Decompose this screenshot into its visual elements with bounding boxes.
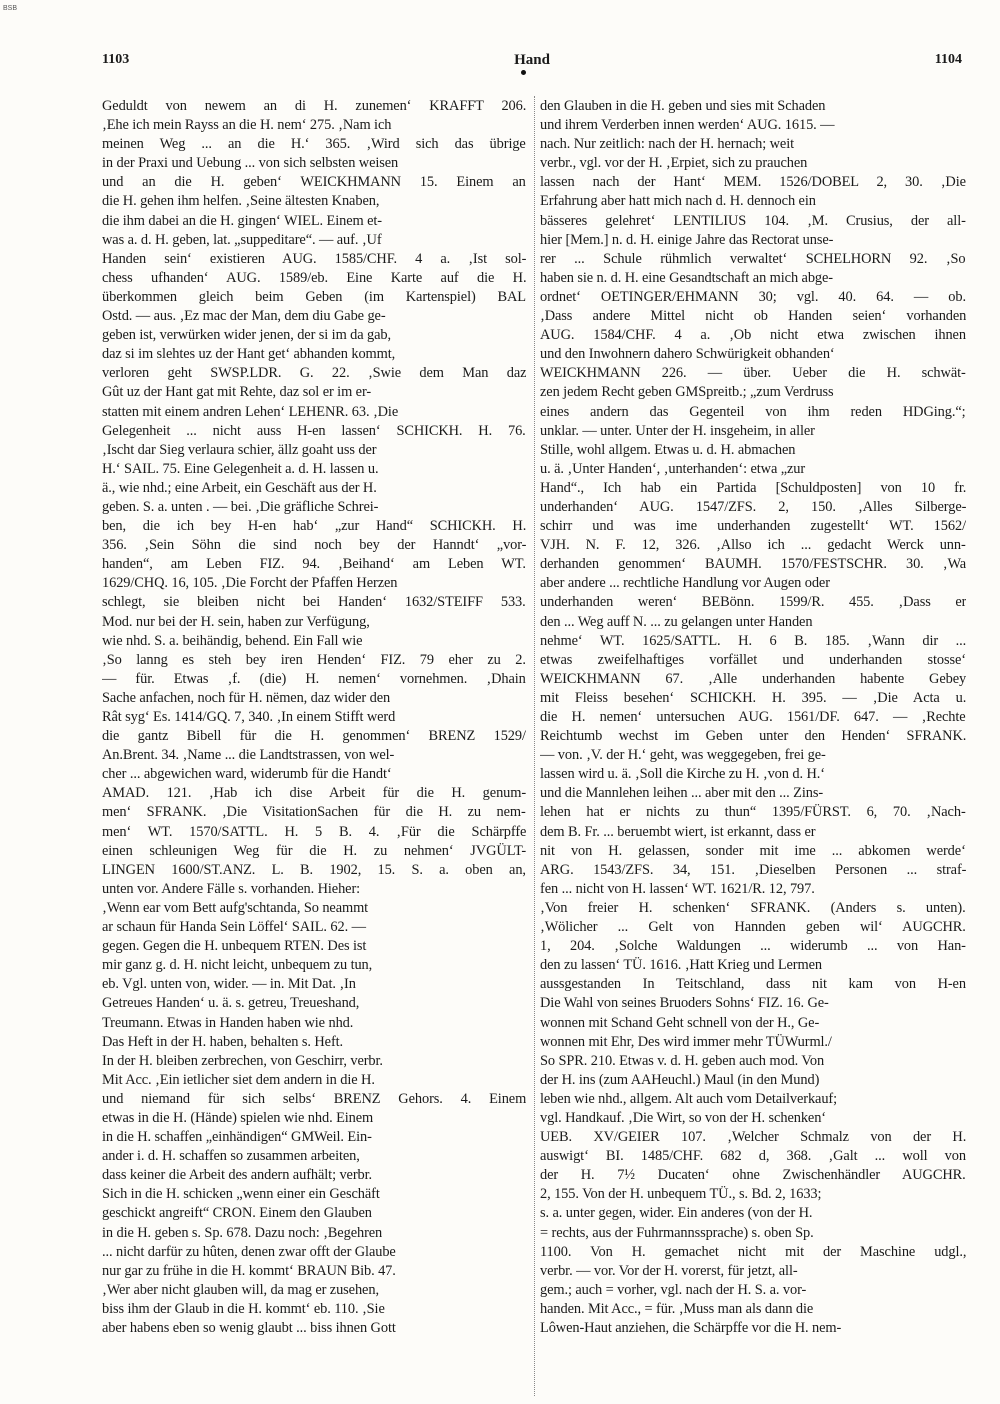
text-line: ar schaun für Handa Sein Löffel‘ SAIL. 62. — bbox=[102, 919, 366, 936]
text-line: und die Mannlehen leihen ... aber mit den ... Zins- bbox=[540, 785, 824, 802]
text-line: — für. Etwas ‚f. (die) H. nemen‘ vornehmen. ‚Dhain bbox=[102, 670, 526, 687]
text-line: dass keiner die Arbeit des andern aufhält; verbr. bbox=[102, 1167, 373, 1184]
text-line: schirr und was ime underhanden zugestellt‘ WT. 1562/ bbox=[540, 518, 966, 535]
column-divider bbox=[534, 96, 535, 1396]
text-line: An.Brent. 34. ‚Name ... die Landtstrassen, von wel- bbox=[102, 747, 395, 764]
text-line: Gût uz der Hant gat mit Rehte, daz sol er im er- bbox=[102, 384, 372, 401]
text-line: der H. ins (zum AAHeuchl.) Maul (in den Mund) bbox=[540, 1071, 820, 1088]
text-line: nur gar zu frühe in die H. kommt‘ BRAUN Bib. 47. bbox=[102, 1262, 396, 1279]
text-line: wie nhd. S. a. beihändig, behend. Ein Fall wie bbox=[102, 632, 363, 649]
text-line: Rât syg‘ Es. 1414/GQ. 7, 340. ‚In einem Stifft werd bbox=[102, 709, 396, 725]
text-line: ARG. 1543/ZFS. 34, 151. ‚Dieselben Personen ... straf- bbox=[540, 861, 966, 878]
text-line: hier [Mem.] n. d. H. einige Jahre das Rectorat unse- bbox=[540, 231, 834, 248]
text-line: der H. 7½ Ducaten‘ ohne Zwischenhändler AUGCHR. bbox=[540, 1167, 966, 1184]
text-line: geben ist, verwürken wider jenen, der si im da gab, bbox=[102, 327, 392, 344]
text-line: 1629/CHQ. 16, 105. ‚Die Forcht der Pfaffen Herzen bbox=[102, 575, 398, 592]
text-line: die ihm dabei an die H. gingen‘ WIEL. Einem et- bbox=[102, 212, 382, 229]
text-line: VJH. N. F. 12, 326. ‚Allso ich ... gedacht Werck unn- bbox=[540, 537, 966, 554]
text-line: in der Praxi und Uebung ... von sich selbsten weisen bbox=[102, 155, 399, 172]
text-line: lassen nach der Hant‘ MEM. 1526/DOBEL 2, 30. ‚Die bbox=[540, 174, 966, 191]
text-line: AMAD. 121. ‚Hab ich dise Arbeit für die H. genum- bbox=[102, 785, 526, 802]
text-line: Erfahrung aber hatt mich nach d. H. dennoch ein bbox=[540, 193, 816, 210]
text-line: H.‘ SAIL. 75. Eine Gelegenheit a. d. H. lassen u. bbox=[102, 460, 379, 477]
text-line: WEICKHMANN 226. — über. Ueber die H. schwät- bbox=[540, 365, 966, 382]
text-line: In der H. bleiben zerbrechen, von Geschirr, verbr. bbox=[102, 1052, 383, 1069]
text-line: aussgestanden In Teitschland, dass nit kam von H-en bbox=[540, 976, 966, 993]
text-line: die gantz Bibell für die H. genommen‘ BRENZ 1529/ bbox=[102, 728, 526, 745]
text-line: 1, 204. ‚Solche Waldungen ... widerumb ... von Han- bbox=[540, 938, 966, 955]
text-line: einen schleunigen Weg für die H. zu nehmen‘ JVGÜLT- bbox=[102, 842, 526, 859]
text-line: AUG. 1584/CHF. 4 a. ‚Ob nicht etwa zwischen ihnen bbox=[540, 327, 966, 344]
text-line: Lôwen-Haut anziehen, die Schärpffe vor die H. nem- bbox=[540, 1320, 842, 1336]
text-line: ‚Dass andere Mittel nicht ob Handen seien‘ vorhanden bbox=[540, 308, 966, 325]
text-line: unten vor. Andere Fälle s. vorhanden. Hieher: bbox=[102, 880, 361, 897]
text-line: = rechts, aus der Fuhrmannssprache) s. oben Sp. bbox=[540, 1224, 814, 1241]
text-line: den Glauben in die H. geben und sies mit Schaden bbox=[540, 98, 826, 114]
text-line: auswigt‘ BI. 1485/CHF. 682 d, 368. ‚Galt ... woll von bbox=[540, 1148, 966, 1165]
text-line: ben, die ich bey H-en hab‘ „zur Hand“ SCHICKH. H. bbox=[102, 518, 526, 535]
text-line: cher ... abgewichen ward, widerumb für die Handt‘ bbox=[102, 766, 392, 783]
text-line: ‚Wölicher ... Gelt von Hannden geben wil‘ AUGCHR. bbox=[540, 919, 966, 936]
text-line: verloren geht SWSP.LDR. G. 22. ‚Swie dem Man daz bbox=[102, 365, 526, 382]
text-line: statten mit einem andren Lehen‘ LEHENR. 63. ‚Die bbox=[102, 403, 399, 420]
header-dot bbox=[521, 70, 526, 75]
text-line: WEICKHMANN 67. ‚Alle underhanden habente Gebey bbox=[540, 670, 966, 687]
text-line: ä., wie nhd.; eine Arbeit, ein Geschäft aus der H. bbox=[102, 479, 377, 496]
text-line: und ihrem Verderben innen werden‘ AUG. 1615. — bbox=[540, 117, 835, 134]
left-column-number: 1103 bbox=[102, 52, 130, 67]
text-line: geschickt angreift“ CRON. Einem den Glauben bbox=[102, 1205, 372, 1222]
text-line: ‚Wenn ear vom Bett aufg'schtanda, So neammt bbox=[102, 899, 369, 916]
text-line: gegen. Gegen die H. unbequem RTEN. Des ist bbox=[102, 938, 367, 955]
text-line: handen“, am Leben FIZ. 94. ‚Beihand‘ am Leben WT. bbox=[102, 556, 526, 573]
text-line: ‚Ischt dar Sieg verlaura schier, ällz goaht uss der bbox=[102, 441, 377, 458]
text-line: ordnet‘ OETINGER/EHMANN 30; vgl. 40. 64. — ob. bbox=[540, 288, 966, 305]
page-header bbox=[102, 52, 962, 72]
text-line: Reichtumb wechst im Geben unter den Henden‘ SFRANK. bbox=[540, 728, 966, 745]
text-line: handen. Mit Acc., = für. ‚Muss man als dann die bbox=[540, 1300, 814, 1317]
text-line: Stille, wohl allgem. Etwas u. d. H. abmachen bbox=[540, 441, 796, 458]
page-title: Hand bbox=[514, 52, 550, 68]
text-line: Mod. nur bei der H. sein, haben zur Verfügung, bbox=[102, 613, 370, 630]
text-line: ‚So lanng es steh bey iren Henden‘ FIZ. 79 eher zu 2. bbox=[102, 651, 526, 668]
text-line: ... nicht darfür zu hûten, denen zwar offt der Glaube bbox=[102, 1243, 396, 1260]
text-line: underhanden‘ AUG. 1547/ZFS. 2, 150. ‚Alles Silberge- bbox=[540, 498, 966, 515]
text-line: s. a. unter gegen, wider. Ein anderes (von der H. bbox=[540, 1205, 813, 1222]
text-line: nehme‘ WT. 1625/SATTL. H. 6 B. 185. ‚Wann dir ... bbox=[540, 632, 966, 649]
text-line: etwas zweifelhaftiges vorfället und underhanden stosse‘ bbox=[540, 651, 966, 668]
text-line: was a. d. H. geben, lat. „suppeditare“. — auf. ‚Uf bbox=[102, 231, 382, 248]
text-line: in die H. geben s. Sp. 678. Dazu noch: ‚Begehren bbox=[102, 1224, 383, 1241]
text-line: den zu lassen‘ TÜ. 1616. ‚Hatt Krieg und Lermen bbox=[540, 957, 822, 974]
text-line: eines andern das Gegenteil von ihm reden HDGing.“; bbox=[540, 403, 966, 420]
text-line: die H. gehen ihm helfen. ‚Seine ältesten Knaben, bbox=[102, 193, 380, 210]
text-line: men‘ WT. 1570/SATTL. H. 5 B. 4. ‚Für die Schärpffe bbox=[102, 823, 526, 840]
text-line: mir ganz g. d. H. nicht leicht, unbequem zu tun, bbox=[102, 957, 373, 974]
text-line: — von. ‚V. der H.‘ geht, was weggegeben, frei ge- bbox=[540, 747, 826, 764]
text-line: zen jedem Recht geben GMSpreitb.; „zum Verdruss bbox=[540, 384, 834, 401]
text-line: meinen Weg ... an die H.‘ 365. ‚Wird sich das übrige bbox=[102, 136, 526, 153]
text-line: gem.; auch = vorher, vgl. nach der H. S. a. vor- bbox=[540, 1281, 807, 1298]
right-column-number: 1104 bbox=[934, 52, 962, 67]
text-line: den ... Weg auff N. ... zu gelangen unter Handen bbox=[540, 613, 813, 630]
text-line: schlegt, sie bleiben nicht bei Handen‘ 1632/STEIFF 533. bbox=[102, 594, 526, 611]
text-line: nit von H. gelassen, sonder mit ime ... abkomen werde‘ bbox=[540, 842, 966, 859]
text-line: 1100. Von H. gemachet nicht mit der Maschine udgl., bbox=[540, 1243, 966, 1260]
text-line: und niemand für sich selbs‘ BRENZ Gehors. 4. Einem bbox=[102, 1090, 526, 1107]
text-line: Das Heft in der H. haben, behalten s. Heft. bbox=[102, 1033, 344, 1050]
text-line: ander i. d. H. schaffen so zusammen arbeiten, bbox=[102, 1148, 360, 1165]
text-line: überkommen gleich beim Geben (im Kartenspiel) BAL bbox=[102, 288, 526, 305]
text-line: vgl. Handkauf. ‚Die Wirt, so von der H. schenken‘ bbox=[540, 1109, 826, 1126]
text-line: Sache anfachen, noch für H. nëmen, daz wider den bbox=[102, 689, 391, 706]
text-line: Handen sein‘ existieren AUG. 1585/CHF. 4 a. ‚Ist sol- bbox=[102, 250, 526, 267]
text-line: dem B. Fr. ... beruembt wiert, ist erkannt, dass er bbox=[540, 823, 816, 840]
text-line: verbr. — vor. Vor der H. vorerst, für jetzt, all- bbox=[540, 1262, 798, 1279]
text-line: in die H. schaffen „einhändigen“ GMWeil. Ein- bbox=[102, 1129, 372, 1146]
text-line: aber habens eben so wenig glaubt ... biss ihnen Gott bbox=[102, 1320, 396, 1336]
text-line: etwas in die H. (Hände) spielen wie nhd. Einem bbox=[102, 1109, 374, 1126]
left-text-column bbox=[102, 97, 526, 1397]
text-line: derhanden genommen‘ BAUMH. 1570/FESTSCHR. 30. ‚Wa bbox=[540, 556, 966, 573]
text-line: 356. ‚Sein Söhn die sind noch bey der Hanndt‘ „vor- bbox=[102, 537, 526, 554]
text-line: Geduldt von newem an di H. zunemen‘ KRAFFT 206. bbox=[102, 98, 526, 114]
text-line: u. ä. ‚Unter Handen‘, ‚unterhanden‘: etwa „zur bbox=[540, 460, 806, 477]
right-text-column bbox=[540, 97, 966, 1397]
text-line: mit Fleiss besehen‘ SCHICKH. H. 395. — ‚Die Acta u. bbox=[540, 689, 966, 706]
text-line: eb. Vgl. unten von, wider. — in. Mit Dat. ‚In bbox=[102, 976, 356, 993]
text-line: men‘ SFRANK. ‚Die VisitationSachen für die H. zu nem- bbox=[102, 804, 526, 821]
text-line: ‚Von freier H. schenken‘ SFRANK. (Anders s. unten). bbox=[540, 899, 966, 916]
text-line: underhanden weren‘ BEBönn. 1599/R. 455. ‚Dass er bbox=[540, 594, 966, 611]
text-line: Treumann. Etwas in Handen haben wie nhd. bbox=[102, 1014, 354, 1031]
text-line: wonnen mit Ehr, Des wird immer mehr TÜWurml./ bbox=[540, 1033, 832, 1050]
text-line: geben. S. a. unten . — bei. ‚Die gräfliche Schrei- bbox=[102, 498, 379, 515]
text-line: fen ... nicht von H. lassen‘ WT. 1621/R. 12, 797. bbox=[540, 880, 815, 897]
text-line: UEB. XV/GEIER 107. ‚Welcher Schmalz von der H. bbox=[540, 1129, 966, 1146]
text-line: biss ihm der Glaub in die H. kommt‘ eb. 110. ‚Sie bbox=[102, 1300, 385, 1317]
text-line: aber andere ... rechtliche Handlung vor Augen oder bbox=[540, 575, 830, 592]
text-line: unklar. — unter. Unter der H. insgeheim, in aller bbox=[540, 422, 815, 439]
text-line: Getreues Handen‘ u. ä. s. getreu, Treueshand, bbox=[102, 995, 360, 1012]
text-line: die H. nemen‘ untersuchen AUG. 1561/DF. 647. — ‚Rechte bbox=[540, 709, 966, 725]
text-line: lehen hat er nichts zu thun“ 1395/FÜRST. 6, 70. ‚Nach- bbox=[540, 804, 966, 821]
text-line: Mit Acc. ‚Ein ietlicher siet dem andern in die H. bbox=[102, 1071, 375, 1088]
text-line: ‚Ehe ich mein Rayss an die H. nem‘ 275. ‚Nam ich bbox=[102, 117, 392, 134]
text-line: Gelegenheit ... nicht auss H-en lassen‘ SCHICKH. H. 76. bbox=[102, 422, 526, 439]
text-line: haben sie n. d. H. eine Gesandtschaft an mich abge- bbox=[540, 269, 834, 286]
text-line: So SPR. 210. Etwas v. d. H. geben auch mod. Von bbox=[540, 1052, 825, 1069]
text-line: leben wie nhd., allgem. Alt auch vom Detailverkauf; bbox=[540, 1090, 838, 1107]
text-line: und an die H. geben‘ WEICKHMANN 15. Einem an bbox=[102, 174, 526, 191]
text-line: verbr., vgl. vor der H. ‚Erpiet, sich zu prauchen bbox=[540, 155, 808, 172]
text-line: nach. Nur zeitlich: nach der H. hernach; weit bbox=[540, 136, 795, 153]
text-line: LINGEN 1600/ST.ANZ. L. B. 1902, 15. S. a. oben an, bbox=[102, 861, 526, 878]
text-line: Sich in die H. schicken „wenn einer ein Geschäft bbox=[102, 1186, 380, 1203]
text-line: und den Inwohnern dahero Schwürigkeit obhanden‘ bbox=[540, 346, 835, 363]
text-line: 2, 155. Von der H. unbequem TÜ., s. Bd. 2, 1633; bbox=[540, 1186, 822, 1203]
library-stamp: BSB bbox=[3, 5, 18, 12]
text-line: Die Wahl von seines Bruoders Sohns‘ FIZ. 16. Ge- bbox=[540, 995, 829, 1012]
text-line: Ostd. — aus. ‚Ez mac der Man, dem diu Gabe ge- bbox=[102, 308, 386, 325]
text-line: bässeres gelehret‘ LENTILIUS 104. ‚M. Crusius, der all- bbox=[540, 212, 966, 229]
text-line: daz si im slehtes uz der Hant get‘ abhanden kommt, bbox=[102, 346, 396, 363]
text-line: Hand“., Ich hab ein Partida [Schuldposten] von 10 fr. bbox=[540, 479, 966, 496]
text-line: lassen wird u. ä. ‚Soll die Kirche zu H. ‚von d. H.‘ bbox=[540, 766, 825, 783]
text-line: wonnen mit Schand Geht schnell von der H., Ge- bbox=[540, 1014, 820, 1031]
text-line: chess ufhanden‘ AUG. 1589/eb. Eine Karte auf die H. bbox=[102, 269, 526, 286]
text-line: rer ... Schule rühmlich verwaltet‘ SCHELHORN 92. ‚So bbox=[540, 250, 966, 267]
text-line: ‚Wer aber nicht glauben will, da mag er zusehen, bbox=[102, 1281, 379, 1298]
